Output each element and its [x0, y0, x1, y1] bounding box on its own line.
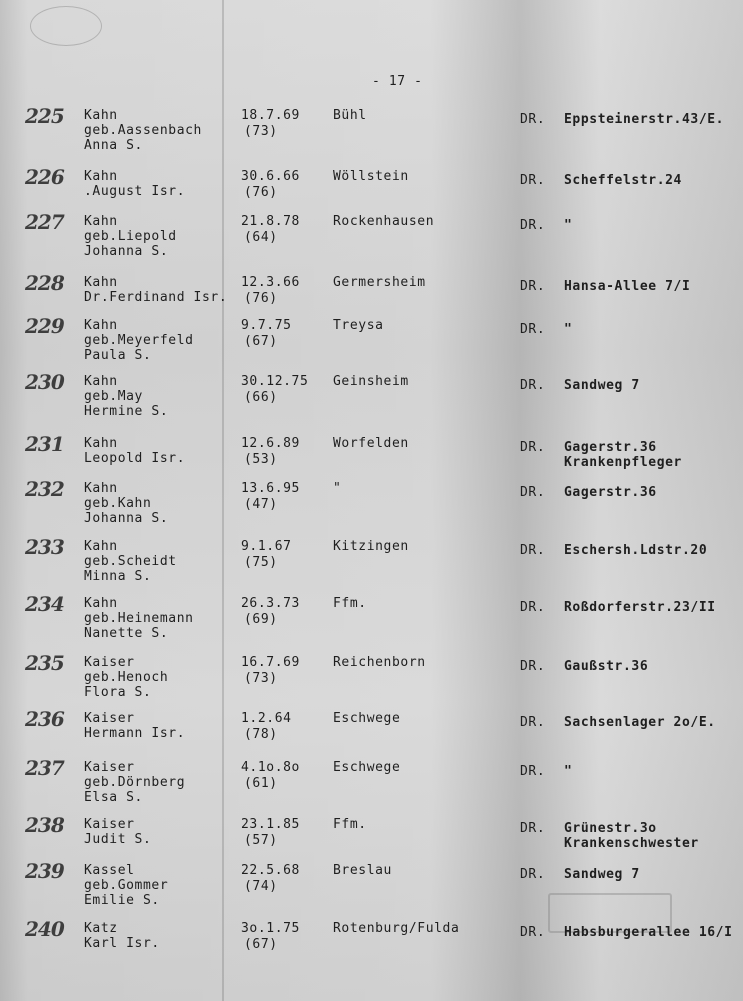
birth-date: 3o.1.75	[241, 921, 300, 936]
age: (76)	[244, 291, 278, 306]
age: (64)	[244, 230, 278, 245]
name-line: Leopold Isr.	[84, 451, 186, 466]
occupation: Krankenpfleger	[564, 455, 682, 470]
birth-date: 12.3.66	[241, 275, 300, 290]
entry-number-handwritten: 236	[25, 707, 64, 731]
person-name	[84, 318, 194, 363]
entry-number-handwritten: 240	[25, 917, 64, 941]
age: (61)	[244, 776, 278, 791]
destination-code: DR.	[520, 925, 546, 940]
destination-code: DR.	[520, 173, 546, 188]
destination-code: DR.	[520, 543, 546, 558]
person-name	[84, 711, 185, 741]
birth-place: Geinsheim	[333, 374, 409, 389]
name-line: Elsa S.	[84, 790, 143, 805]
destination-code: DR.	[520, 279, 546, 294]
address: Grünestr.3o	[564, 821, 657, 836]
age: (66)	[244, 390, 278, 405]
birth-date: 22.5.68	[241, 863, 300, 878]
entry-number-handwritten: 228	[25, 271, 64, 295]
name-line: Kahn	[84, 596, 118, 611]
birth-place: Rockenhausen	[333, 214, 435, 229]
name-line: geb.Dörnberg	[84, 775, 186, 790]
birth-place: Worfelden	[333, 436, 409, 451]
person-name	[84, 921, 160, 951]
birth-place: Eschwege	[333, 711, 401, 726]
destination-code: DR.	[520, 867, 546, 882]
birth-date: 30.12.75	[241, 374, 309, 389]
name-line: Kahn	[84, 214, 118, 229]
address: Roßdorferstr.23/II	[564, 600, 716, 615]
person-name	[84, 436, 185, 466]
person-name	[84, 596, 194, 641]
occupation: Krankenschwester	[564, 836, 699, 851]
age: (78)	[244, 727, 278, 742]
entry-number-handwritten: 232	[25, 477, 64, 501]
address: Eschersh.Ldstr.20	[564, 543, 708, 558]
name-line: geb.May	[84, 389, 143, 404]
name-line: Paula S.	[84, 348, 152, 363]
birth-date: 26.3.73	[241, 596, 300, 611]
name-line: Emilie S.	[84, 893, 160, 908]
name-line: Judit S.	[84, 832, 152, 847]
destination-code: DR.	[520, 715, 546, 730]
entry-number-handwritten: 226	[25, 165, 64, 189]
name-line: geb.Henoch	[84, 670, 169, 685]
name-line: Johanna S.	[84, 511, 169, 526]
person-name	[84, 214, 177, 259]
entry-number-handwritten: 231	[25, 432, 64, 456]
birth-place: Wöllstein	[333, 169, 409, 184]
birth-date: 12.6.89	[241, 436, 300, 451]
address: Hansa-Allee 7/I	[564, 279, 691, 294]
faded-seal	[30, 6, 102, 46]
birth-date: 23.1.85	[241, 817, 300, 832]
age: (74)	[244, 879, 278, 894]
name-line: .August Isr.	[84, 184, 186, 199]
address: "	[564, 218, 573, 233]
birth-place: Bühl	[333, 108, 367, 123]
entry-number-handwritten: 227	[25, 210, 64, 234]
entry-number-handwritten: 233	[25, 535, 64, 559]
age: (57)	[244, 833, 278, 848]
birth-date: 9.1.67	[241, 539, 292, 554]
name-line: Kahn	[84, 169, 118, 184]
age: (76)	[244, 185, 278, 200]
name-line: geb.Liepold	[84, 229, 177, 244]
age: (67)	[244, 334, 278, 349]
destination-code: DR.	[520, 218, 546, 233]
person-name	[84, 108, 202, 153]
destination-code: DR.	[520, 659, 546, 674]
destination-code: DR.	[520, 112, 546, 127]
entry-number-handwritten: 237	[25, 756, 64, 780]
name-line: Nanette S.	[84, 626, 169, 641]
birth-date: 30.6.66	[241, 169, 300, 184]
person-name	[84, 760, 185, 805]
name-line: Kaiser	[84, 760, 135, 775]
person-name	[84, 275, 227, 305]
name-line: geb.Heinemann	[84, 611, 194, 626]
address: Habsburgerallee 16/I	[564, 925, 733, 940]
address: Eppsteinerstr.43/E.	[564, 112, 725, 127]
entry-number-handwritten: 225	[25, 104, 64, 128]
birth-date: 4.1o.8o	[241, 760, 300, 775]
name-line: geb.Kahn	[84, 496, 152, 511]
name-line: Kaiser	[84, 711, 135, 726]
address: Scheffelstr.24	[564, 173, 682, 188]
person-name	[84, 817, 151, 847]
age: (67)	[244, 937, 278, 952]
name-line: Kahn	[84, 108, 118, 123]
destination-code: DR.	[520, 600, 546, 615]
birth-place: Reichenborn	[333, 655, 426, 670]
age: (73)	[244, 671, 278, 686]
age: (75)	[244, 555, 278, 570]
address: Gagerstr.36	[564, 440, 657, 455]
birth-place: Germersheim	[333, 275, 426, 290]
age: (53)	[244, 452, 278, 467]
name-line: Johanna S.	[84, 244, 169, 259]
entry-number-handwritten: 230	[25, 370, 64, 394]
name-line: Kaiser	[84, 817, 135, 832]
birth-date: 21.8.78	[241, 214, 300, 229]
person-name	[84, 374, 168, 419]
destination-code: DR.	[520, 322, 546, 337]
name-line: geb.Aassenbach	[84, 123, 202, 138]
birth-place: Ffm.	[333, 596, 367, 611]
address: Sandweg 7	[564, 867, 640, 882]
person-name	[84, 481, 168, 526]
name-line: Flora S.	[84, 685, 152, 700]
age: (73)	[244, 124, 278, 139]
birth-date: 1.2.64	[241, 711, 292, 726]
birth-date: 16.7.69	[241, 655, 300, 670]
age: (69)	[244, 612, 278, 627]
person-name	[84, 863, 168, 908]
person-name	[84, 655, 168, 700]
name-line: geb.Meyerfeld	[84, 333, 194, 348]
name-line: Kahn	[84, 436, 118, 451]
name-line: Karl Isr.	[84, 936, 160, 951]
entry-number-handwritten: 234	[25, 592, 64, 616]
name-line: Katz	[84, 921, 118, 936]
entry-number-handwritten: 235	[25, 651, 64, 675]
birth-place: Kitzingen	[333, 539, 409, 554]
birth-place: Eschwege	[333, 760, 401, 775]
address: Gagerstr.36	[564, 485, 657, 500]
name-line: geb.Gommer	[84, 878, 169, 893]
name-line: Kahn	[84, 275, 118, 290]
entry-number-handwritten: 239	[25, 859, 64, 883]
name-line: Kahn	[84, 539, 118, 554]
birth-date: 9.7.75	[241, 318, 292, 333]
entry-number-handwritten: 229	[25, 314, 64, 338]
destination-code: DR.	[520, 821, 546, 836]
birth-place: Treysa	[333, 318, 384, 333]
destination-code: DR.	[520, 440, 546, 455]
address: "	[564, 322, 573, 337]
name-line: Hermann Isr.	[84, 726, 186, 741]
address: Gaußstr.36	[564, 659, 649, 674]
name-line: Minna S.	[84, 569, 152, 584]
address: Sachsenlager 2o/E.	[564, 715, 716, 730]
birth-date: 13.6.95	[241, 481, 300, 496]
address: "	[564, 764, 573, 779]
birth-place: Breslau	[333, 863, 392, 878]
name-line: Kahn	[84, 481, 118, 496]
paper-fold	[222, 0, 224, 1001]
age: (47)	[244, 497, 278, 512]
person-name	[84, 169, 185, 199]
birth-place: Ffm.	[333, 817, 367, 832]
name-line: Hermine S.	[84, 404, 169, 419]
destination-code: DR.	[520, 764, 546, 779]
destination-code: DR.	[520, 378, 546, 393]
birth-place: "	[333, 481, 342, 496]
birth-date: 18.7.69	[241, 108, 300, 123]
name-line: Kahn	[84, 318, 118, 333]
person-name	[84, 539, 177, 584]
birth-place: Rotenburg/Fulda	[333, 921, 460, 936]
address: Sandweg 7	[564, 378, 640, 393]
name-line: Kaiser	[84, 655, 135, 670]
page-number: - 17 -	[372, 74, 423, 89]
name-line: Dr.Ferdinand Isr.	[84, 290, 228, 305]
entry-number-handwritten: 238	[25, 813, 64, 837]
name-line: Anna S.	[84, 138, 143, 153]
name-line: Kahn	[84, 374, 118, 389]
destination-code: DR.	[520, 485, 546, 500]
name-line: geb.Scheidt	[84, 554, 177, 569]
name-line: Kassel	[84, 863, 135, 878]
